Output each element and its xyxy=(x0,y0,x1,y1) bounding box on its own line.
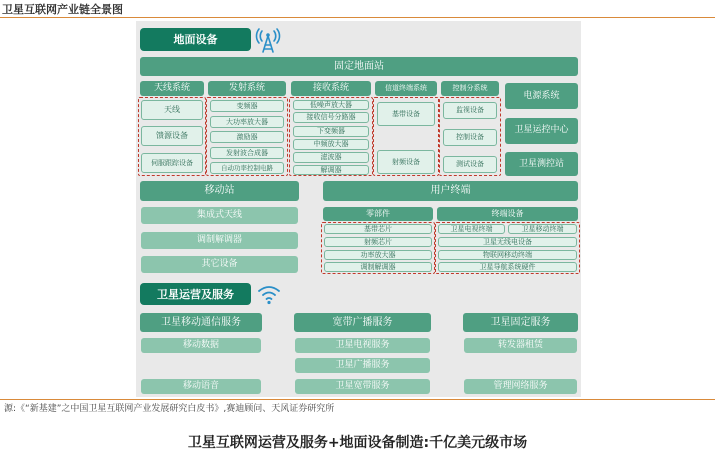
operations-services-header: 卫星运营及服务 xyxy=(140,283,251,305)
user-terminal-header: 用户终端 xyxy=(323,181,578,201)
transmit-combiner-item: 发射波合成器 xyxy=(210,147,284,159)
receive-system-header: 接收系统 xyxy=(291,81,371,96)
feed-equipment-item: 馈源设备 xyxy=(141,126,203,146)
wifi-signal-icon xyxy=(256,282,282,306)
mobile-comm-service-header: 卫星移动通信服务 xyxy=(140,313,262,332)
test-equipment-item: 测试设备 xyxy=(443,156,497,173)
components-header: 零部件 xyxy=(323,207,433,221)
radio-tower-icon xyxy=(254,26,282,54)
baseband-chip-item: 基带芯片 xyxy=(324,224,432,234)
page-title: 卫星互联网产业链全景图 xyxy=(2,3,123,16)
mobile-data-item: 移动数据 xyxy=(141,338,261,353)
control-subsystem-header: 控制分系统 xyxy=(441,81,499,96)
low-noise-amplifier-item: 低噪声放大器 xyxy=(293,100,369,110)
bottom-rule xyxy=(0,399,715,400)
satellite-tv-terminal-item: 卫星电视终端 xyxy=(438,224,505,234)
servo-tracking-item: 伺服跟踪设备 xyxy=(141,153,203,173)
monitoring-equipment-item: 监视设备 xyxy=(443,102,497,119)
iot-mobile-terminal-item: 物联网移动终端 xyxy=(438,250,577,260)
source-note: 源:《“新基建”之中国卫星互联网产业发展研究白皮书》,赛迪顾问、天风证券研究所 xyxy=(4,404,335,414)
if-amplifier-item: 中频放大器 xyxy=(293,139,369,150)
filter-item: 滤波器 xyxy=(293,152,369,163)
satellite-radio-equipment-item: 卫星无线电设备 xyxy=(438,237,577,247)
ground-equipment-header: 地面设备 xyxy=(140,28,251,51)
power-amplifier-item: 功率放大器 xyxy=(324,250,432,260)
receive-splitter-item: 接收信号分路器 xyxy=(293,112,369,123)
power-system-box: 电源系统 xyxy=(505,83,578,109)
satellite-control-center-box: 卫星运控中心 xyxy=(505,118,578,144)
baseband-equipment-item: 基带设备 xyxy=(377,102,435,126)
control-equipment-item: 控制设备 xyxy=(443,129,497,146)
rf-chip-item: 射频芯片 xyxy=(324,237,432,247)
mobile-station-header: 移动站 xyxy=(140,181,299,201)
satellite-broadband-service-item: 卫星宽带服务 xyxy=(295,379,430,394)
fixed-ground-station-bar: 固定地面站 xyxy=(140,57,578,76)
mobile-voice-item: 移动语音 xyxy=(141,379,261,394)
satellite-tv-service-item: 卫星电视服务 xyxy=(295,338,430,353)
exciter-item: 激励器 xyxy=(210,131,284,143)
transmit-system-header: 发射系统 xyxy=(208,81,286,96)
transponder-leasing-item: 转发器租赁 xyxy=(464,338,577,353)
terminal-modem-item: 调制解调器 xyxy=(324,262,432,272)
network-management-service-item: 管理网络服务 xyxy=(464,379,577,394)
satellite-mobile-terminal-item: 卫星移动终端 xyxy=(508,224,577,234)
satellite-broadcast-service-item: 卫星广播服务 xyxy=(295,358,430,373)
rf-equipment-item: 射频设备 xyxy=(377,150,435,174)
satellite-tt-station-box: 卫星测控站 xyxy=(505,152,578,176)
demodulator-item: 解调器 xyxy=(293,165,369,175)
satellite-navigation-hardware-item: 卫星导航系统硬件 xyxy=(438,262,577,272)
terminal-devices-header: 终端设备 xyxy=(437,207,578,221)
top-rule xyxy=(0,17,715,18)
auto-power-control-item: 自动功率控制电路 xyxy=(210,162,284,174)
frequency-converter-item: 变频器 xyxy=(210,100,284,112)
down-converter-item: 下变频器 xyxy=(293,126,369,137)
integrated-antenna-item: 集成式天线 xyxy=(141,207,298,224)
channel-terminal-header: 信道终端系统 xyxy=(375,81,437,96)
broadband-broadcast-header: 宽带广播服务 xyxy=(294,313,431,332)
antenna-system-header: 天线系统 xyxy=(140,81,204,96)
high-power-amplifier-item: 大功率放大器 xyxy=(210,116,284,128)
modem-item: 调制解调器 xyxy=(141,232,298,249)
other-equipment-item: 其它设备 xyxy=(141,256,298,273)
antenna-item: 天线 xyxy=(141,100,203,120)
caption: 卫星互联网运营及服务+地面设备制造:千亿美元级市场 xyxy=(187,435,528,451)
fixed-service-header: 卫星固定服务 xyxy=(463,313,578,332)
